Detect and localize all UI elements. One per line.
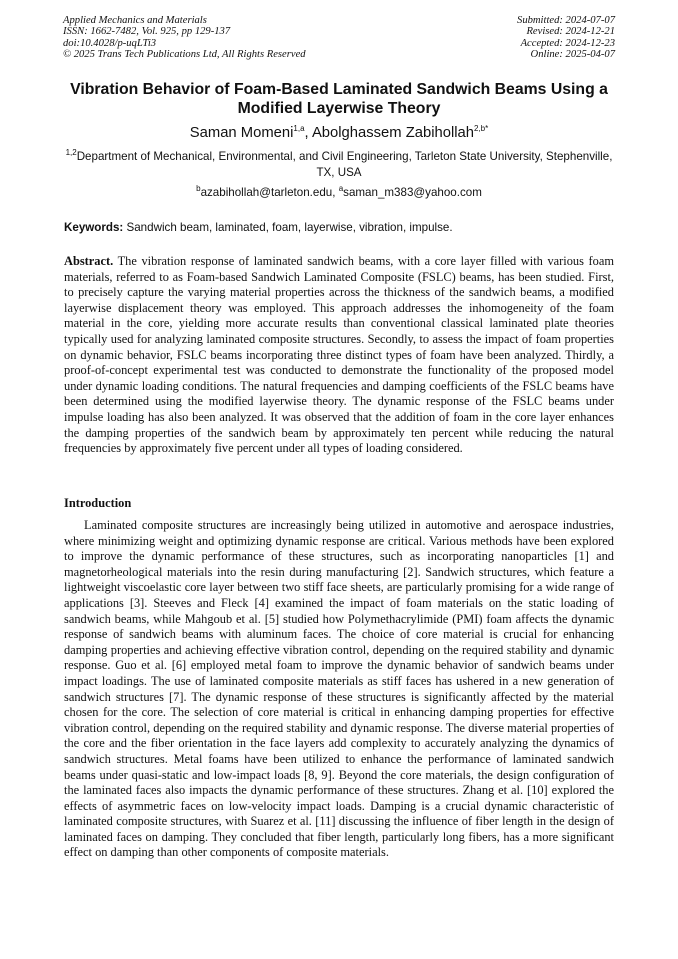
copyright-line: © 2025 Trans Tech Publications Ltd, All Rights Reserved xyxy=(63,49,306,61)
author-list xyxy=(40,124,638,142)
journal-header-left xyxy=(63,15,306,61)
journal-name: Applied Mechanics and Materials xyxy=(63,15,207,26)
issn-line: ISSN: 1662-7482, Vol. 925, pp 129-137 xyxy=(63,26,231,38)
author-emails xyxy=(64,186,614,200)
abstract-label: Abstract. xyxy=(64,254,114,268)
revised-date: Revised: 2024-12-21 xyxy=(526,26,615,38)
keywords xyxy=(64,221,614,235)
doi-line: doi:10.4028/p-uqLTi3 xyxy=(63,37,157,49)
author-1-superscript: 1,a xyxy=(293,124,305,134)
paper-title: Vibration Behavior of Foam-Based Laminated Sandwich Beams Using a Modified Layerwise Theory xyxy=(70,81,608,117)
author-separator: , xyxy=(304,125,312,141)
accepted-date: Accepted: 2024-12-23 xyxy=(520,37,615,49)
introduction-body: Laminated composite structures are increasingly being utilized in automotive and aerospace industries, where minimizing weight and optimizing dynamic response are critical. Various methods have been explored to improve the dynamic performance of these structures, such as incorporating nanoparticles [1] and magnetorheological materials into the resin during manufacturing [2]. Sandwich structures, which feature a lightweight viscoelastic core layer between two stiff face sheets, are particularly promising for a wide range of applications [3]. Steeves and Fleck [4] examined the impact of foam materials on the static loading of sandwich beams, while Mahgoub et al. [5] studied how Polymethacrylimide (PMI) foam affects the dynamic response of sandwich beams with aluminum faces. The choice of core material is crucial for enhancing damping properties and achieving effective vibration control, depending on the required stability and dynamic response. Guo et al. [6] employed metal foam to improve the dynamic behavior of sandwich beams under impact loadings. The use of laminated composite materials as stiff faces has ushered in a new generation of sandwich structures [7]. The dynamic response of these structures is significantly affected by the material chosen for the core. The selection of core material is critical in enhancing damping properties for effective vibration control, depending on the required stability and dynamic response. The diverse material properties of the core and the fiber orientation in the face layers add complexity to accurately analyzing the dynamics of sandwich structures. Metal foams have been utilized to enhance the performance of laminated sandwich beams under quasi-static and low-impact loads [8, 9]. Beyond the core materials, the design configuration of the laminated faces also impacts the dynamic performance of these structures. Zhang et al. [10] explored the effects of asymmetric faces on low-velocity impact loads. Damping is a crucial dynamic characteristic of laminated composite structures, with Suarez et al. [11] discussing the influence of fiber length in the design of laminated faces on damping. They concluded that fiber length, particularly long fibers, has a more significant effect on damping than other components of composite materials. xyxy=(64,518,614,860)
abstract xyxy=(64,254,614,457)
affiliation-text: Department of Mechanical, Environmental, and Civil Engineering, Tarleton State University, Stephenville, TX, USA xyxy=(76,150,613,179)
author-2-name: Abolghassem Zabihollah xyxy=(311,125,474,141)
submitted-date: Submitted: 2024-07-07 xyxy=(517,15,615,26)
email-b-superscript: b xyxy=(196,184,201,194)
keywords-label: Keywords: xyxy=(64,221,124,234)
abstract-text: The vibration response of laminated sandwich beams, with a core layer filled with various foam materials, referred to as Foam-based Sandwich Laminated Composite (FSLC) beams, has been studied. First, to precisely capture the varying material properties across the thickness of the sandwich beams, a modified layerwise displacement theory was employed. This approach addresses the inhomogeneity of the foam material in the core, yielding more accurate results than conventional classical laminated plate theories typically used for analyzing laminated composite structures. Secondly, to assess the impact of foam properties on dynamic behavior, FSLC beams incorporating three distinct types of foam have been analyzed. Thirdly, a proof-of-concept experimental test was conducted to demonstrate the functionality of the proposed model under dynamic loading conditions. The natural frequencies and damping coefficients of the FSLC beams have been determined using the modified layerwise theory. The dynamic response of the FSLC beams under impulse loading has also been analyzed. It was observed that the addition of foam in the core layer enhances the damping properties of the sandwich beam by approximately ten percent while reducing the natural frequencies by approximately five percent under all types of loading considered. xyxy=(64,254,614,456)
keywords-text: Sandwich beam, laminated, foam, layerwise, vibration, impulse. xyxy=(123,221,453,234)
email-b: azabihollah@tarleton.edu xyxy=(200,186,333,199)
affiliation-superscript: 1,2 xyxy=(65,148,77,158)
author-1-name: Saman Momeni xyxy=(189,125,294,141)
affiliation xyxy=(64,149,614,180)
online-date: Online: 2025-04-07 xyxy=(530,49,615,61)
email-a: saman_m383@yahoo.com xyxy=(343,186,482,199)
email-separator: , xyxy=(332,186,339,199)
email-a-superscript: a xyxy=(338,184,344,194)
author-2-superscript: 2,b* xyxy=(473,124,489,134)
journal-header-right xyxy=(517,15,615,61)
introduction-heading: Introduction xyxy=(64,496,132,510)
